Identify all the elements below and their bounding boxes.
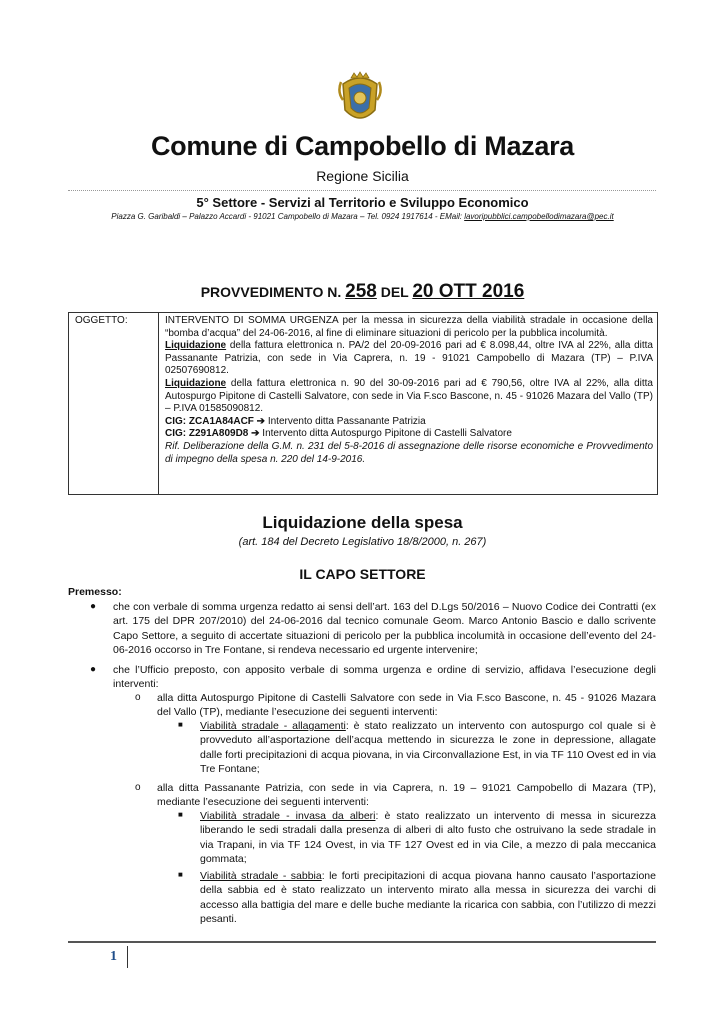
affidamento-item-1-text: alla ditta Autospurgo Pipitone di Castelli Salvatore con sede in Via F.sco Bascone, n. 45 - 91026 Mazara del Vallo (TP), mediante l’esecuzione dei seguenti interventi:: [157, 692, 656, 719]
provvedimento-heading: [0, 281, 725, 303]
cig-line-2: [165, 428, 653, 441]
cig-text-1: Intervento ditta Passanante Patrizia: [265, 415, 426, 427]
intervento-allagamenti-text: : è stato realizzato un intervento con autospurgo col quale si è provveduto all’asportazione dell’acqua mettendo in sicurezza le zone in depressione, allagate dalle forti precipitazioni di acqua piovana, in via Circonvallazione Est, in via TF 110 Ovest ed in via Tre Fontane;: [200, 720, 656, 776]
oggetto-liquidazione-2: [165, 378, 653, 416]
email-link[interactable]: lavoripubblici.campobellodimazara@pec.it: [464, 212, 614, 221]
affidamento-item-2-text: alla ditta Passanante Patrizia, con sede in via Caprera, n. 19 – 91021 Campobello di Mazara (TP), mediante l’esecuzione dei seguenti interventi:: [157, 782, 656, 809]
liquidazione-keyword: Liquidazione: [165, 377, 227, 389]
bullet-dot-icon: ●: [90, 664, 97, 675]
affidamento-item-1: [157, 691, 656, 720]
premessa-item-2-text: che l’Ufficio preposto, con apposito verbale di somma urgenza e ordine di servizio, affidava l’esecuzione degli interventi:: [113, 664, 656, 691]
bullet-square-icon: ■: [178, 810, 183, 819]
provvedimento-prefix: PROVVEDIMENTO N.: [200, 284, 342, 300]
liquidazione-keyword: Liquidazione: [165, 340, 227, 352]
premessa-item-2: [113, 663, 656, 692]
intervento-alberi-text: : è stato realizzato un intervento di messa in sicurezza liberando le sedi stradali dalla presenza di alberi di alto fusto che ostruivano la sede stradale in via Trapani, in via TF 124 Ovest, in via TF 127 Ovest ed in via Cile, a mezzo di pala meccanica gommata;: [200, 810, 656, 866]
premesso-label: Premesso:: [68, 586, 122, 598]
bullet-dot-icon: ●: [90, 601, 97, 612]
oggetto-liquidazione-1: [165, 340, 653, 378]
cig-code-1: CIG: ZCA1A84ACF ➔: [165, 415, 266, 427]
intervento-sabbia: [200, 869, 656, 927]
oggetto-table: [68, 312, 658, 495]
premessa-item-1: [113, 600, 656, 658]
region-name: Regione Sicilia: [316, 168, 409, 184]
sector-name: 5° Settore - Servizi al Territorio e Sviluppo Economico: [196, 195, 529, 210]
intervento-sabbia-label: Viabilità stradale - sabbia: [200, 870, 322, 882]
page-number: 1: [110, 949, 117, 964]
page-number-separator: [127, 946, 128, 968]
liquidazione-1-text: della fattura elettronica n. PA/2 del 20-09-2016 pari ad € 8.098,44, oltre IVA al 22%, alla ditta Passanante Patrizia, con sede in Via Caprera, n. 19 - 91021 Campobello di Mazara (TP) – P.IVA 02507690812.: [165, 340, 653, 377]
premessa-item-1-text: che con verbale di somma urgenza redatto ai sensi dell’art. 163 del D.Lgs 50/2016 – Nuovo Codice dei Contratti (ex art. 175 del DPR 207/2010) del 24-06-2016 dal tecnico comunale Geom. Marco Antonio Bascio e dallo scrivente Capo Settore, a seguito di accertate situazioni di pericolo per la pubblica incolumità in occasione dell’evento del 24-06-2016 occorso in Tre Fontane, si rendeva necessario ed urgente intervenire;: [113, 601, 656, 657]
provvedimento-number: 258: [345, 281, 377, 302]
cig-line-1: [165, 416, 653, 429]
bullet-square-icon: ■: [178, 870, 183, 879]
intervento-alberi-label: Viabilità stradale - invasa da alberi: [200, 810, 376, 822]
header-divider: [68, 190, 656, 191]
oggetto-label: OGGETTO:: [69, 313, 159, 494]
cig-code-2: CIG: Z291A809D8 ➔: [165, 428, 260, 440]
capo-settore-heading: IL CAPO SETTORE: [299, 566, 426, 582]
provvedimento-del: DEL: [380, 284, 409, 300]
liquidazione-title: Liquidazione della spesa: [262, 513, 463, 532]
municipality-title: Comune di Campobello di Mazara: [150, 131, 575, 161]
affidamento-item-2: [157, 781, 656, 810]
intervento-sabbia-text: : le forti precipitazioni di acqua piovana hanno causato l’asportazione della sabbia ed è stato realizzato un intervento mirato alla messa in sicurezza dei varchi di accesso alla battigia del mare e delle buche mediante la ricarica con sabbia, con l’utilizzo di mezzi pesanti.: [200, 870, 656, 926]
intervento-allagamenti: [200, 719, 656, 777]
oggetto-body: [160, 313, 657, 468]
intervento-alberi: [200, 809, 656, 867]
office-address: [0, 212, 725, 221]
oggetto-riferimento: Rif. Deliberazione della G.M. n. 231 del 5-8-2016 di assegnazione delle risorse economiche e Provvedimento di impegno della spesa n. 220 del 14-9-2016.: [165, 440, 653, 465]
bullet-circle-icon: o: [135, 692, 141, 703]
bullet-square-icon: ■: [178, 720, 183, 729]
bullet-circle-icon: o: [135, 782, 141, 793]
liquidazione-2-text: della fattura elettronica n. 90 del 30-09-2016 pari ad € 790,56, oltre IVA al 22%, alla ditta Autospurgo Pipitone di Castelli Salvatore, con sede in Via F.sco Bascone, n. 45 - 91026 Mazara del Vallo (TP) – P.IVA 01585090812.: [165, 377, 653, 415]
municipal-crest-icon: [335, 70, 385, 126]
address-text: Piazza G. Garibaldi – Palazzo Accardi - 91021 Campobello di Mazara – Tel. 0924 1917614 - EMail:: [111, 212, 465, 221]
oggetto-intro: INTERVENTO DI SOMMA URGENZA per la messa in sicurezza della viabilità stradale in occasione della “bomba d’acqua” del 24-06-2016, al fine di eliminare situazioni di pericolo per la pubblica incolumità.: [165, 315, 653, 339]
intervento-allagamenti-label: Viabilità stradale - allagamenti: [200, 720, 346, 732]
footer-divider: [68, 941, 656, 943]
liquidazione-subtitle: (art. 184 del Decreto Legislativo 18/8/2000, n. 267): [238, 536, 487, 548]
cig-text-2: Intervento ditta Autospurgo Pipitone di Castelli Salvatore: [259, 428, 512, 440]
provvedimento-date: 20 OTT 2016: [412, 281, 525, 302]
